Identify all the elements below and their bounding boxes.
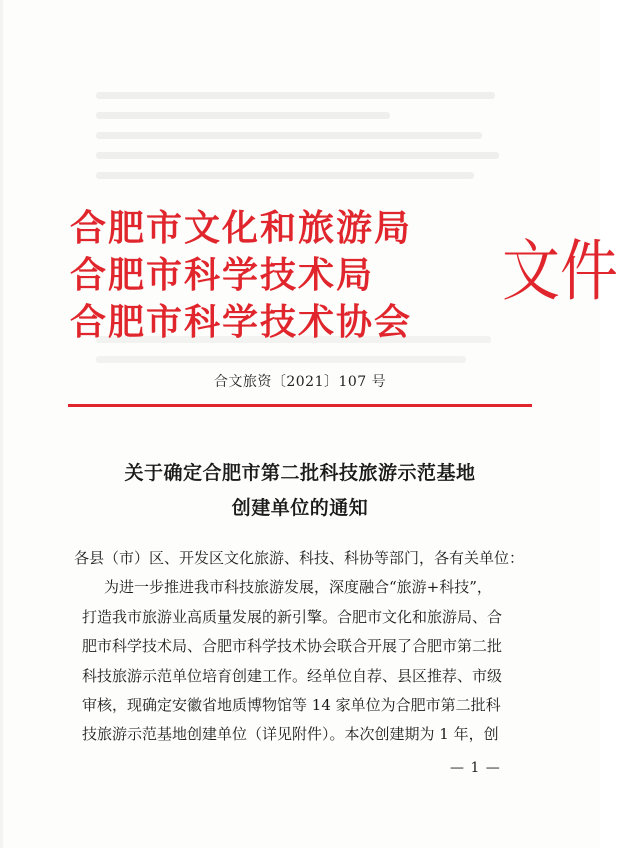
red-header-rule	[68, 404, 532, 407]
body-line: 技旅游示范基地创建单位（详见附件）。本次创建期为 1 年，创	[82, 725, 499, 744]
page-edge-shadow	[0, 0, 3, 848]
notice-body	[74, 544, 528, 750]
org-name-science-tech-bureau: 合肥市科学技术局	[70, 254, 375, 296]
body-line: 为进一步推进我市科技旅游发展，深度融合“旅游+科技”，	[104, 578, 492, 597]
body-line: 审核，现确定安徽省地质博物馆等 14 家单位为合肥市第二批科	[82, 696, 501, 715]
org-name-science-tech-association: 合肥市科学技术协会	[70, 301, 413, 343]
body-salutation: 各县（市）区、开发区文化旅游、科技、科协等部门，各有关单位：	[74, 549, 525, 567]
body-line: 肥市科学技术局、合肥市科学技术协会联合开展了合肥市第二批	[82, 637, 503, 656]
org-name-culture-tourism: 合肥市文化和旅游局	[70, 207, 413, 249]
notice-title-line-1: 关于确定合肥市第二批科技旅游示范基地	[124, 462, 476, 484]
page-number: — 1 —	[450, 760, 501, 776]
issuing-organizations	[70, 206, 618, 346]
notice-title-line-2: 创建单位的通知	[231, 497, 369, 519]
body-line: 打造我市旅游业高质量发展的新引擎。合肥市文化和旅游局、合	[82, 607, 503, 626]
bleed-through-text	[96, 92, 516, 192]
document-type-label: 文件	[502, 231, 618, 310]
body-line: 科技旅游示范单位培育创建工作。经单位自荐、县区推荐、市级	[82, 666, 503, 685]
document-number: 合文旅资〔2021〕107 号	[213, 374, 387, 390]
